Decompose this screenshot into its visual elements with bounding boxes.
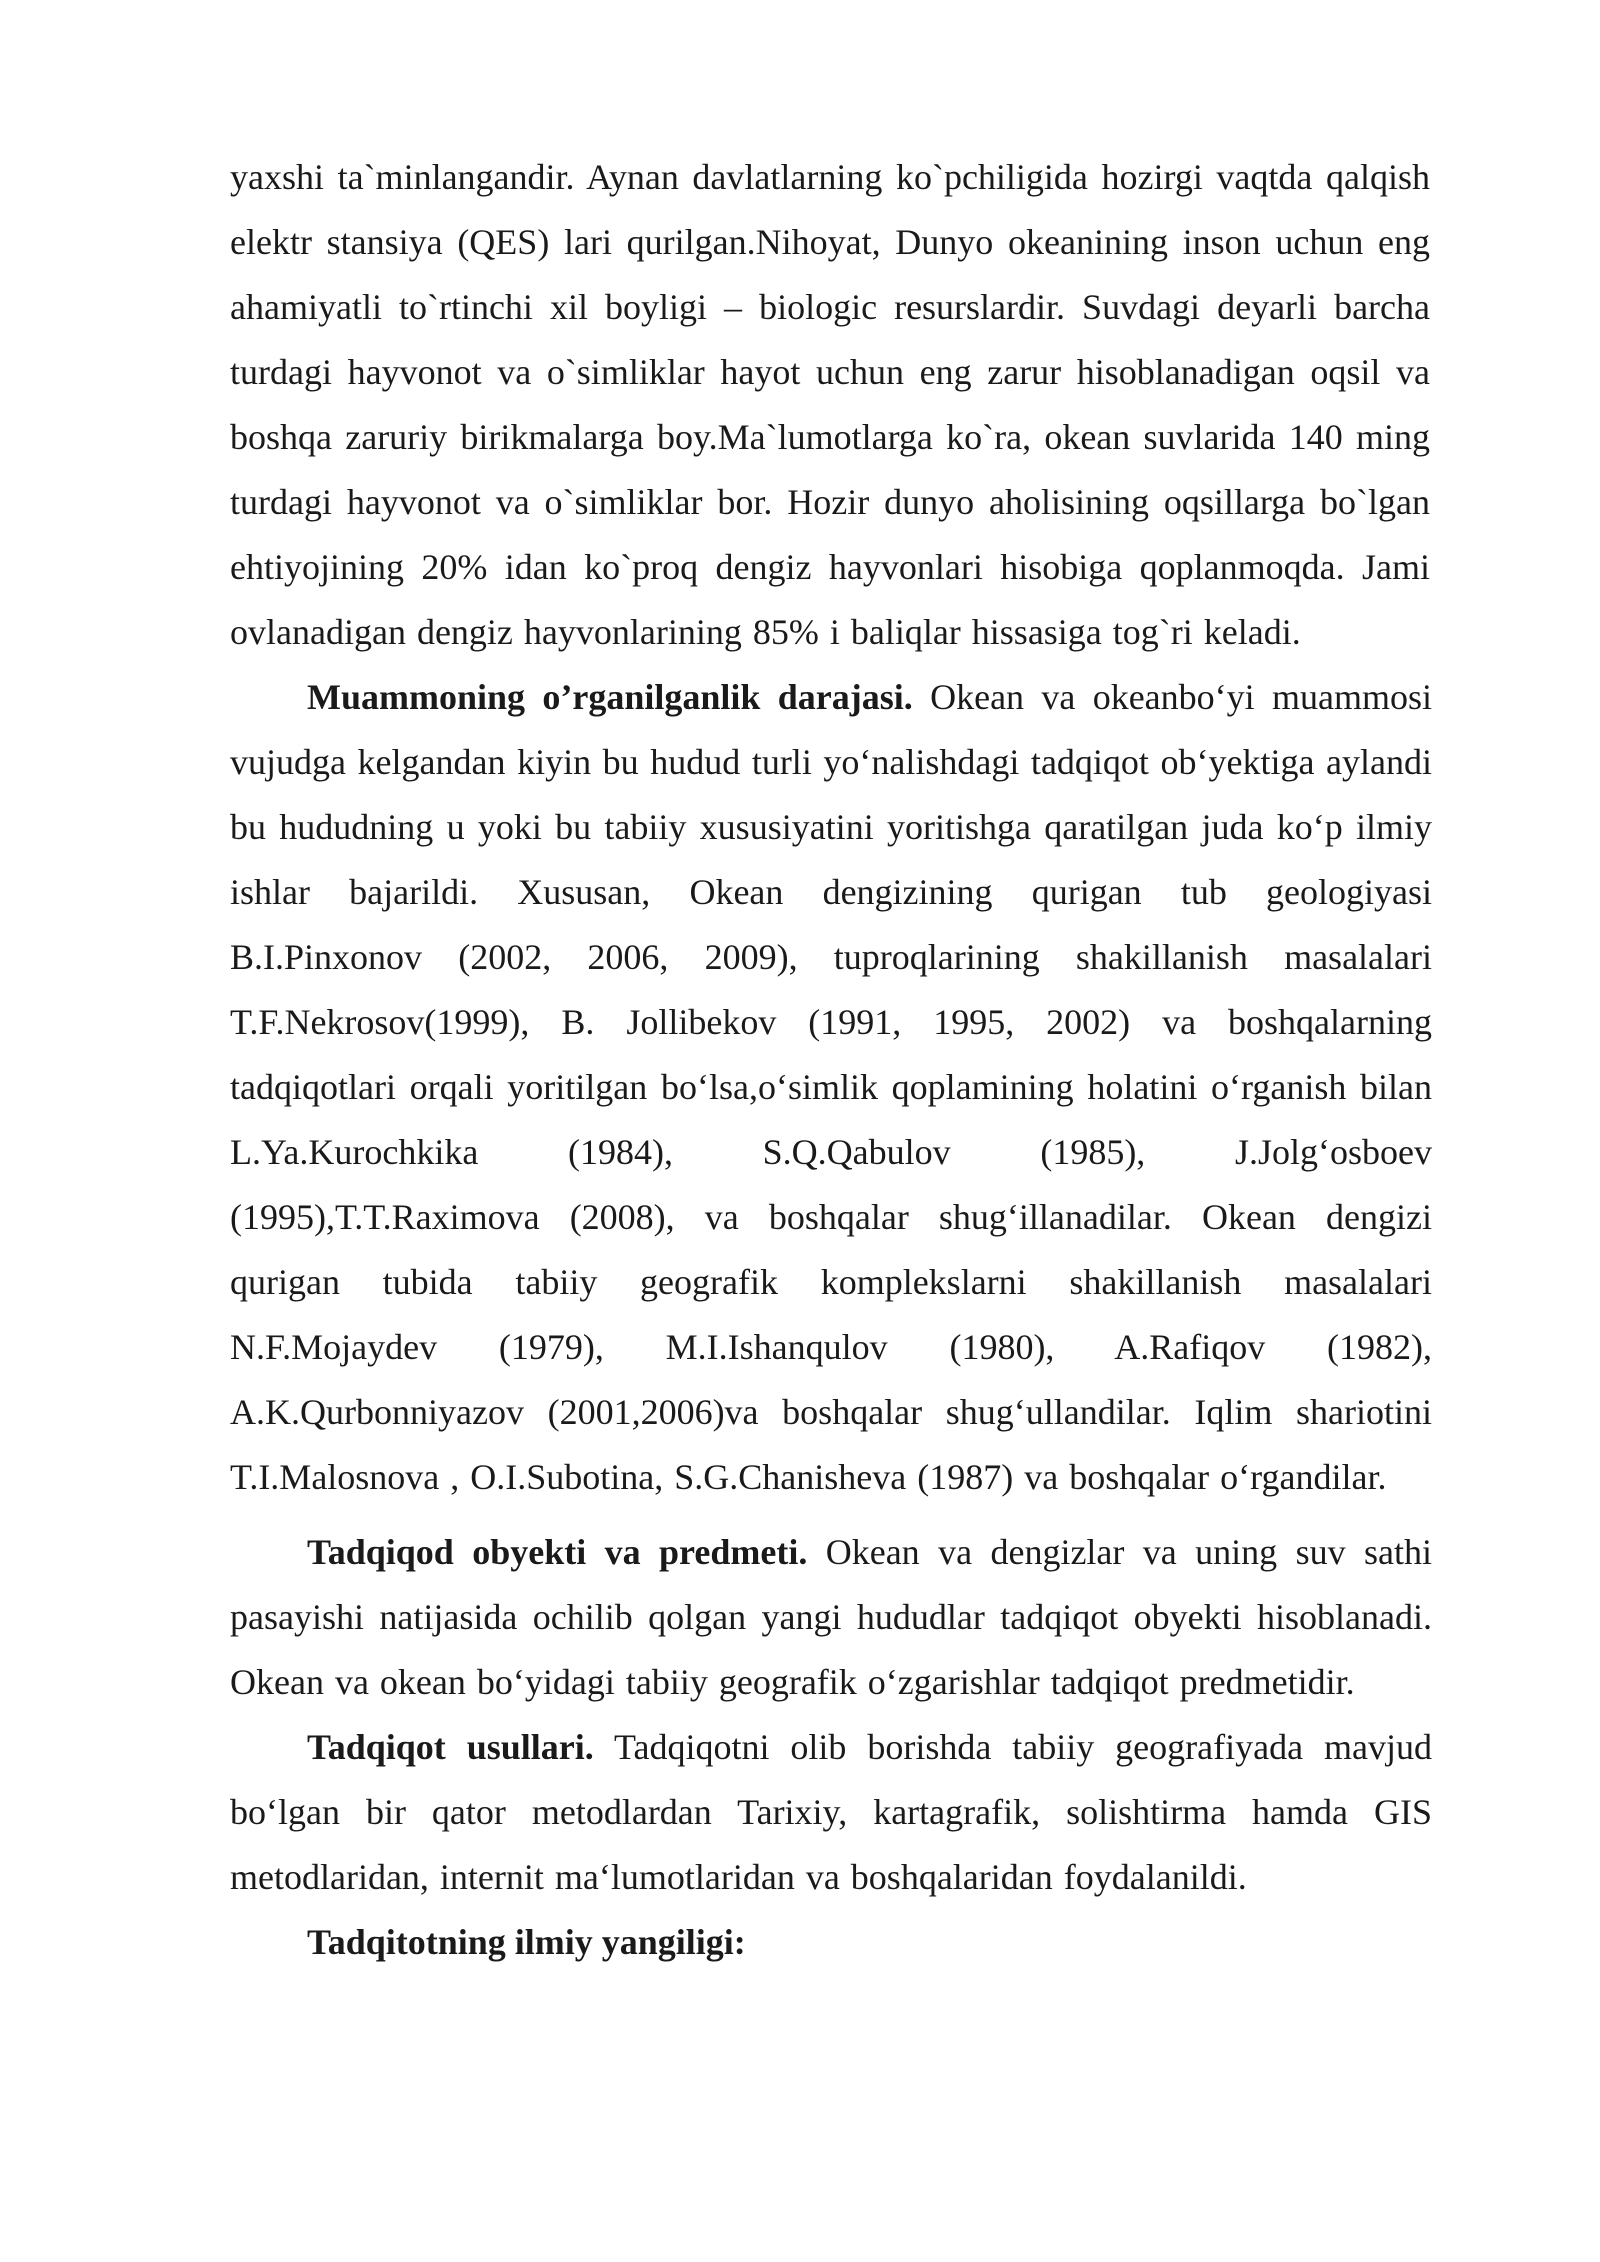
paragraph-text: yaxshi ta`minlangandir. Aynan davlatlarning ko`pchiligida hozirgi vaqtda qalqish elektr stansiya (QES) lari qurilgan.Nihoyat, Dunyo okeanining inson uchun eng ahamiyatli to`rtinchi xil boyligi – biologic resurslardir. Suvdagi deyarli barcha turdagi hayvonot va o`simliklar hayot uchun eng zarur hisoblanadigan oqsil va boshqa zaruriy birikmalarga boy.Ma`lumotlarga ko`ra, okean suvlarida 140 ming turdagi hayvonot va o`simliklar bor. Hozir dunyo aholisining oqsillarga bo`lgan ehtiyojining 20% idan ko`proq dengiz hayvonlari hisobiga qoplanmoqda. Jami ovlanadigan dengiz hayvonlarining 85% i baliqlar hissasiga tog`ri keladi. [230,157,1430,652]
paragraph-study-level [230,665,1432,1510]
paragraph-text: Tadqiqotni olib borishda tabiiy geografiyada mavjud bo‘lgan bir qator metodlardan Tarixiy, kartagrafik, solishtirma hamda GIS metodlaridan, internit ma‘lumotlaridan va boshqalaridan foydalanildi. [230,1727,1432,1897]
section-heading-study-level: Muammoning o’rganilganlik darajasi. [307,677,913,717]
section-heading-text: Tadqitotning ilmiy yangiligi: [307,1922,746,1962]
paragraph-text: Okean va dengizlar va uning suv sathi pasayishi natijasida ochilib qolgan yangi hududlar tadqiqot obyekti hisoblanadi. Okean va okean bo‘yidagi tabiiy geografik o‘zgarishlar tadqiqot predmetidir. [230,1532,1432,1702]
paragraph-methods [230,1715,1432,1910]
section-heading-scientific-novelty [230,1910,1430,1975]
paragraph-object-subject [230,1520,1432,1715]
section-heading-methods: Tadqiqot usullari. [307,1727,594,1767]
section-heading-object-subject: Tadqiqod obyekti va predmeti. [307,1532,808,1572]
paragraph-text: Okean va okeanbo‘yi muammosi vujudga kelgandan kiyin bu hudud turli yo‘nalishdagi tadqiqot ob‘yektiga aylandi bu hududning u yoki bu tabiiy xususiyatini yoritishga qaratilgan juda ko‘p ilmiy ishlar bajarildi. Xususan, Okean dengizining qurigan tub geologiyasi B.I.Pinxonov (2002, 2006, 2009), tuproqlarining shakillanish masalalari T.F.Nekrosov(1999), B. Jollibekov (1991, 1995, 2002) va boshqalarning tadqiqotlari orqali yoritilgan bo‘lsa,o‘simlik qoplamining holatini o‘rganish bilan L.Ya.Kurochkika (1984), S.Q.Qabulov (1985), J.Jolg‘osboev (1995),T.T.Raximova (2008), va boshqalar shug‘illanadilar. Okean dengizi qurigan tubida tabiiy geografik komplekslarni shakillanish masalalari N.F.Mojaydev (1979), M.I.Ishanqulov (1980), A.Rafiqov (1982), A.K.Qurbonniyazov (2001,2006)va boshqalar shug‘ullandilar. Iqlim shariotini T.I.Malosnova , O.I.Subotina, S.G.Chanisheva (1987) va boshqalar o‘rgandilar. [230,677,1432,1497]
document-page [230,145,1430,1975]
paragraph-marine-resources [230,145,1430,665]
